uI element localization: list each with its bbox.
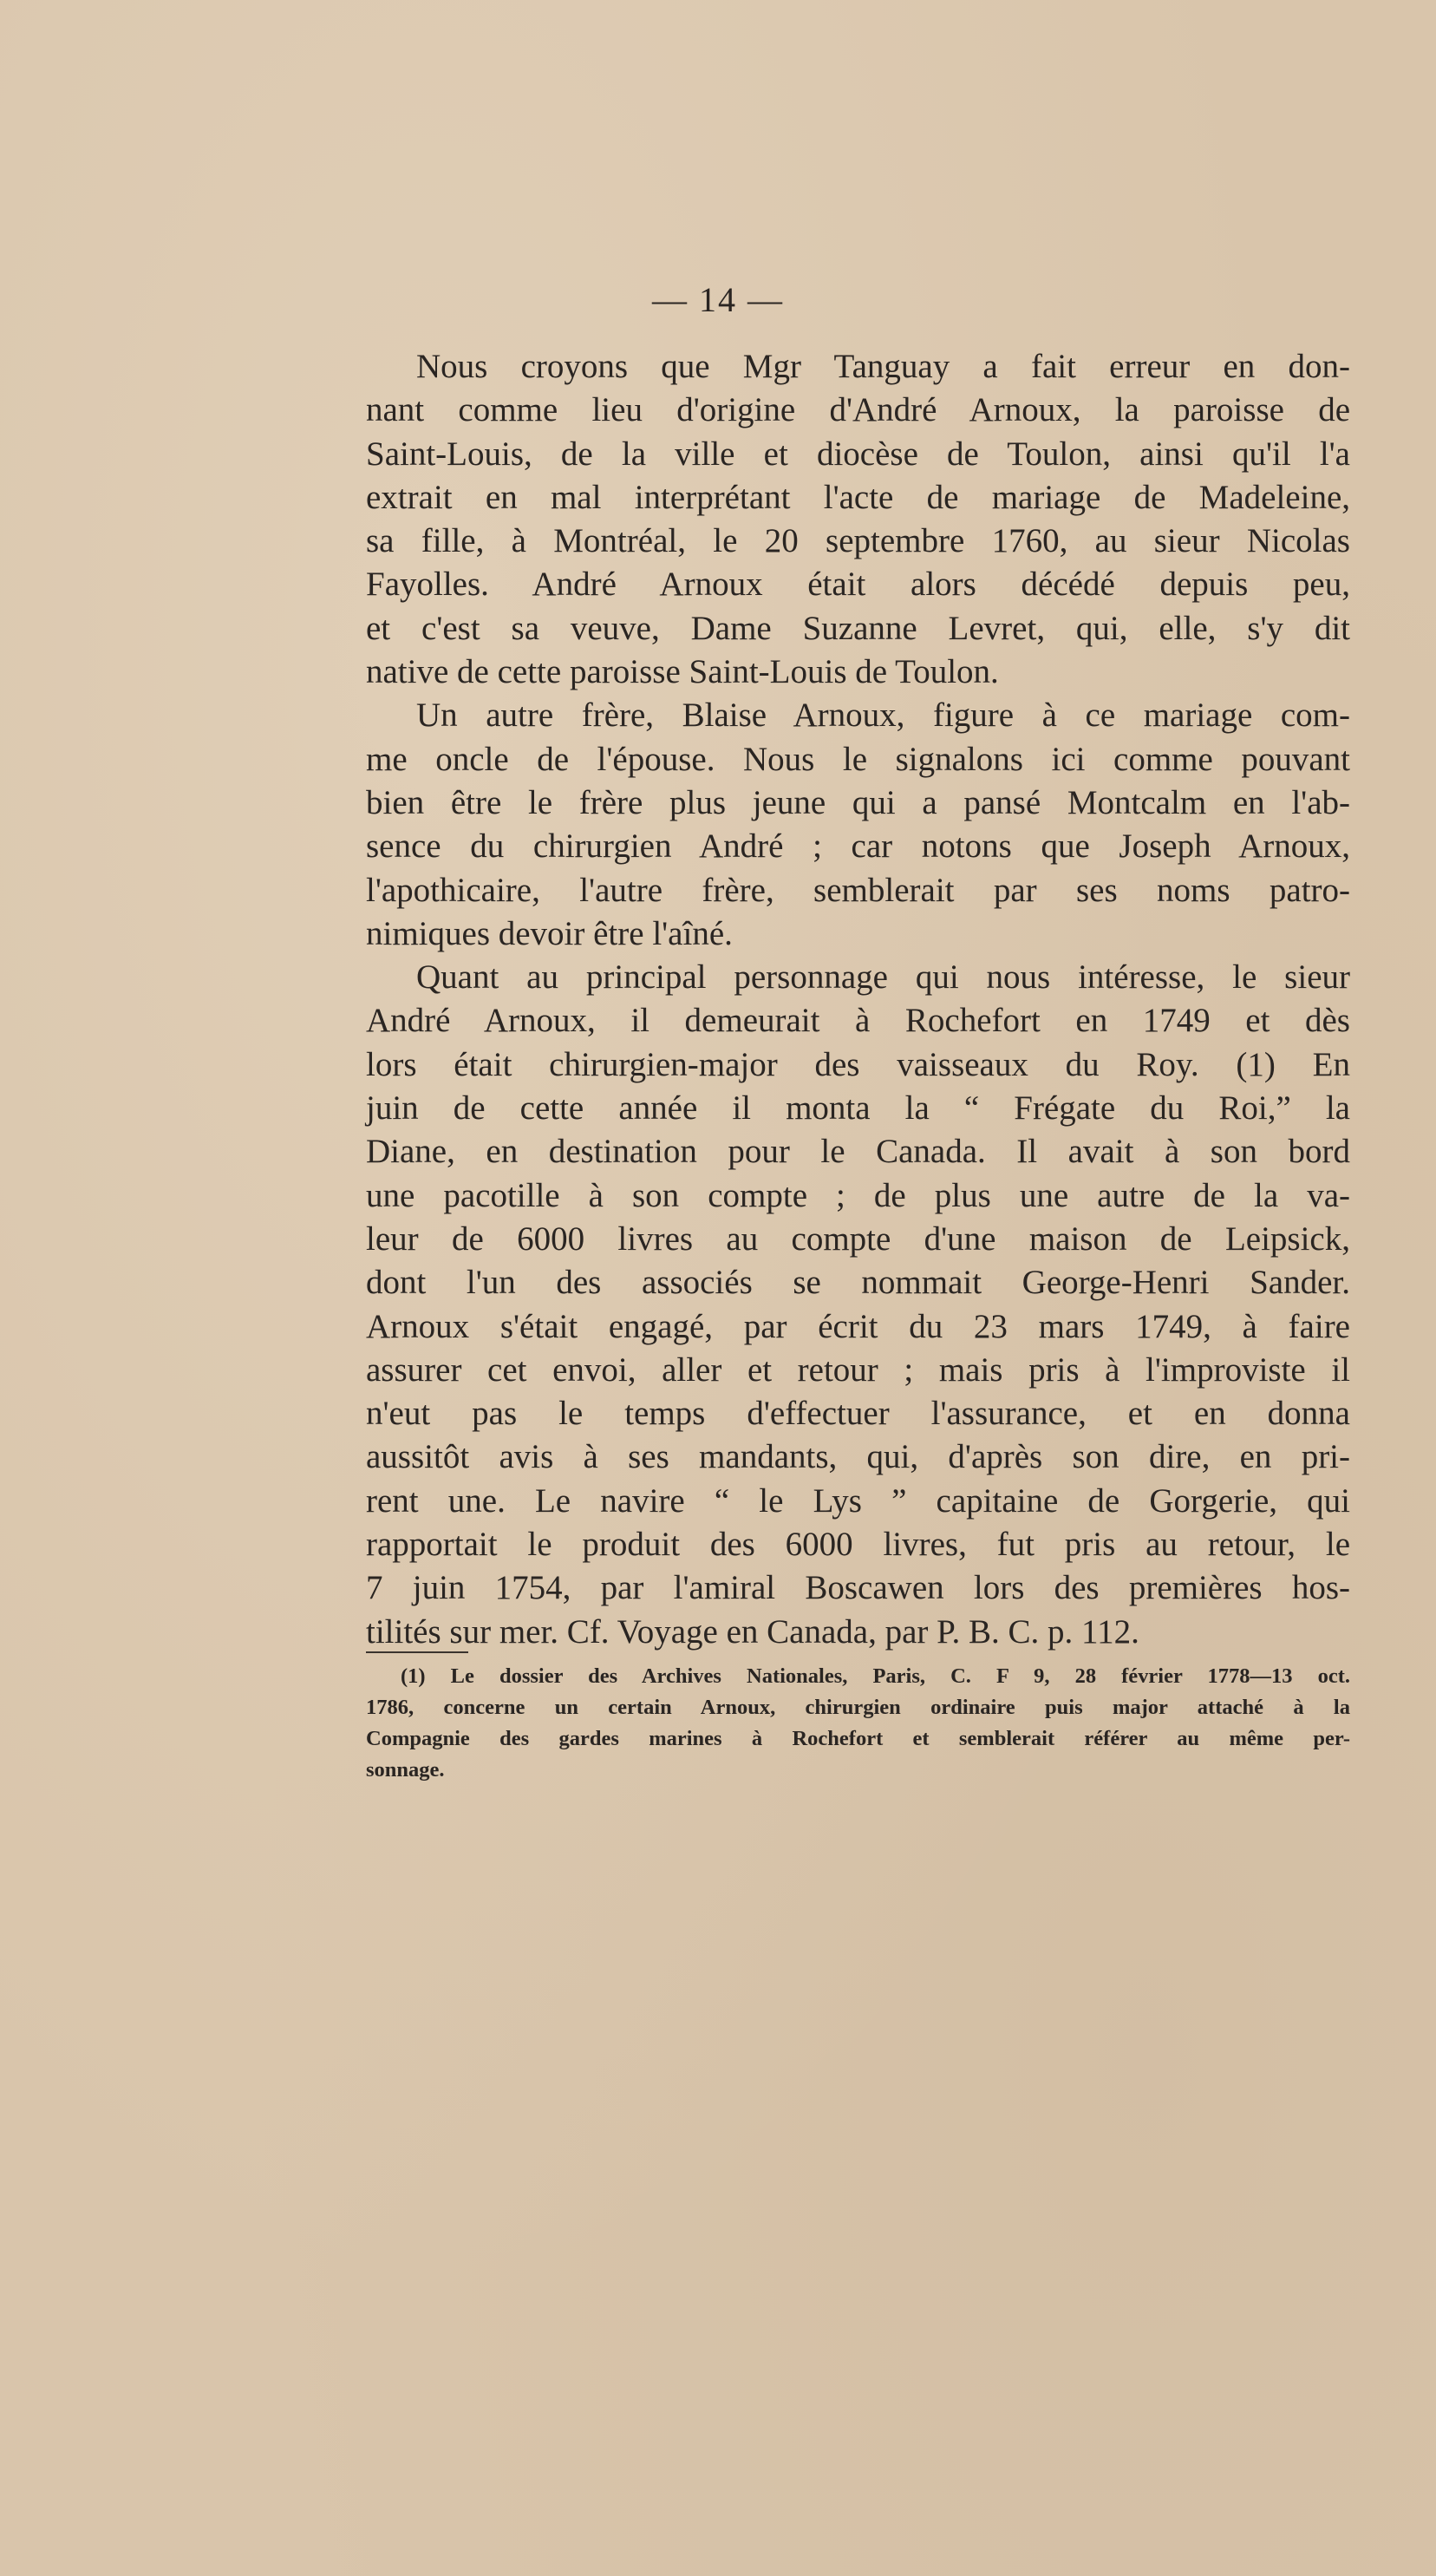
- text-line: n'eut pas le temps d'effectuer l'assurance, et en donna: [366, 1395, 1350, 1433]
- text-line: dont l'un des associés se nommait George-Henri Sander.: [366, 1264, 1350, 1302]
- footnote-line: 1786, concerne un certain Arnoux, chirurgien ordinaire puis major attaché à la: [366, 1696, 1350, 1719]
- footnote-rule: [366, 1651, 468, 1653]
- text-line: 7 juin 1754, par l'amiral Boscawen lors des premières hos-: [366, 1569, 1350, 1607]
- footnote-line: sonnage.: [366, 1758, 445, 1782]
- text-line: nimiques devoir être l'aîné.: [366, 914, 733, 952]
- text-line: Quant au principal personnage qui nous intéresse, le sieur: [416, 958, 1350, 997]
- page-number: — 14 —: [652, 280, 784, 319]
- text-line: assurer cet envoi, aller et retour ; mais pris à l'improviste il: [366, 1350, 1350, 1389]
- text-line: bien être le frère plus jeune qui a pansé Montcalm en l'ab-: [366, 783, 1350, 821]
- main-text: [366, 345, 1350, 1654]
- text-line: juin de cette année il monta la “ Frégate du Roi,” la: [366, 1089, 1350, 1128]
- text-line: sence du chirurgien André ; car notons que Joseph Arnoux,: [366, 827, 1350, 866]
- text-line: rapportait le produit des 6000 livres, fut pris au retour, le: [366, 1526, 1350, 1564]
- text-line: Un autre frère, Blaise Arnoux, figure à ce mariage com-: [416, 696, 1350, 735]
- text-line: André Arnoux, il demeurait à Rochefort en 1749 et dès: [366, 1002, 1350, 1040]
- text-line: et c'est sa veuve, Dame Suzanne Levret, qui, elle, s'y dit: [366, 609, 1350, 647]
- text-line: me oncle de l'épouse. Nous le signalons ici comme pouvant: [366, 740, 1350, 778]
- text-line: native de cette paroisse Saint-Louis de Toulon.: [366, 653, 999, 691]
- footnote-line: (1) Le dossier des Archives Nationales, Paris, C. F 9, 28 février 1778—13 oct.: [401, 1664, 1350, 1688]
- text-line: l'apothicaire, l'autre frère, semblerait par ses noms patro-: [366, 871, 1350, 909]
- text-line: Fayolles. André Arnoux était alors décédé depuis peu,: [366, 566, 1350, 604]
- text-line: lors était chirurgien-major des vaisseaux du Roy. (1) En: [366, 1045, 1350, 1083]
- footnote: [366, 1661, 1350, 1786]
- text-line: Nous croyons que Mgr Tanguay a fait erreur en don-: [416, 348, 1350, 385]
- text-line: sa fille, à Montréal, le 20 septembre 1760, au sieur Nicolas: [366, 522, 1350, 560]
- text-line: extrait en mal interprétant l'acte de mariage de Madeleine,: [366, 478, 1350, 516]
- text-line: Arnoux s'était engagé, par écrit du 23 mars 1749, à faire: [366, 1307, 1350, 1345]
- text-line: Diane, en destination pour le Canada. Il avait à son bord: [366, 1133, 1350, 1171]
- text-line: tilités sur mer. Cf. Voyage en Canada, par P. B. C. p. 112.: [366, 1612, 1139, 1651]
- text-line: Saint-Louis, de la ville et diocèse de Toulon, ainsi qu'il l'a: [366, 435, 1350, 473]
- footnote-line: Compagnie des gardes marines à Rochefort et semblerait référer au même per-: [366, 1727, 1350, 1750]
- text-line: aussitôt avis à ses mandants, qui, d'après son dire, en pri-: [366, 1438, 1350, 1476]
- text-line: nant comme lieu d'origine d'André Arnoux, la paroisse de: [366, 391, 1350, 429]
- text-line: rent une. Le navire “ le Lys ” capitaine de Gorgerie, qui: [366, 1481, 1350, 1520]
- text-line: une pacotille à son compte ; de plus une autre de la va-: [366, 1176, 1350, 1214]
- text-line: leur de 6000 livres au compte d'une maison de Leipsick,: [366, 1219, 1350, 1258]
